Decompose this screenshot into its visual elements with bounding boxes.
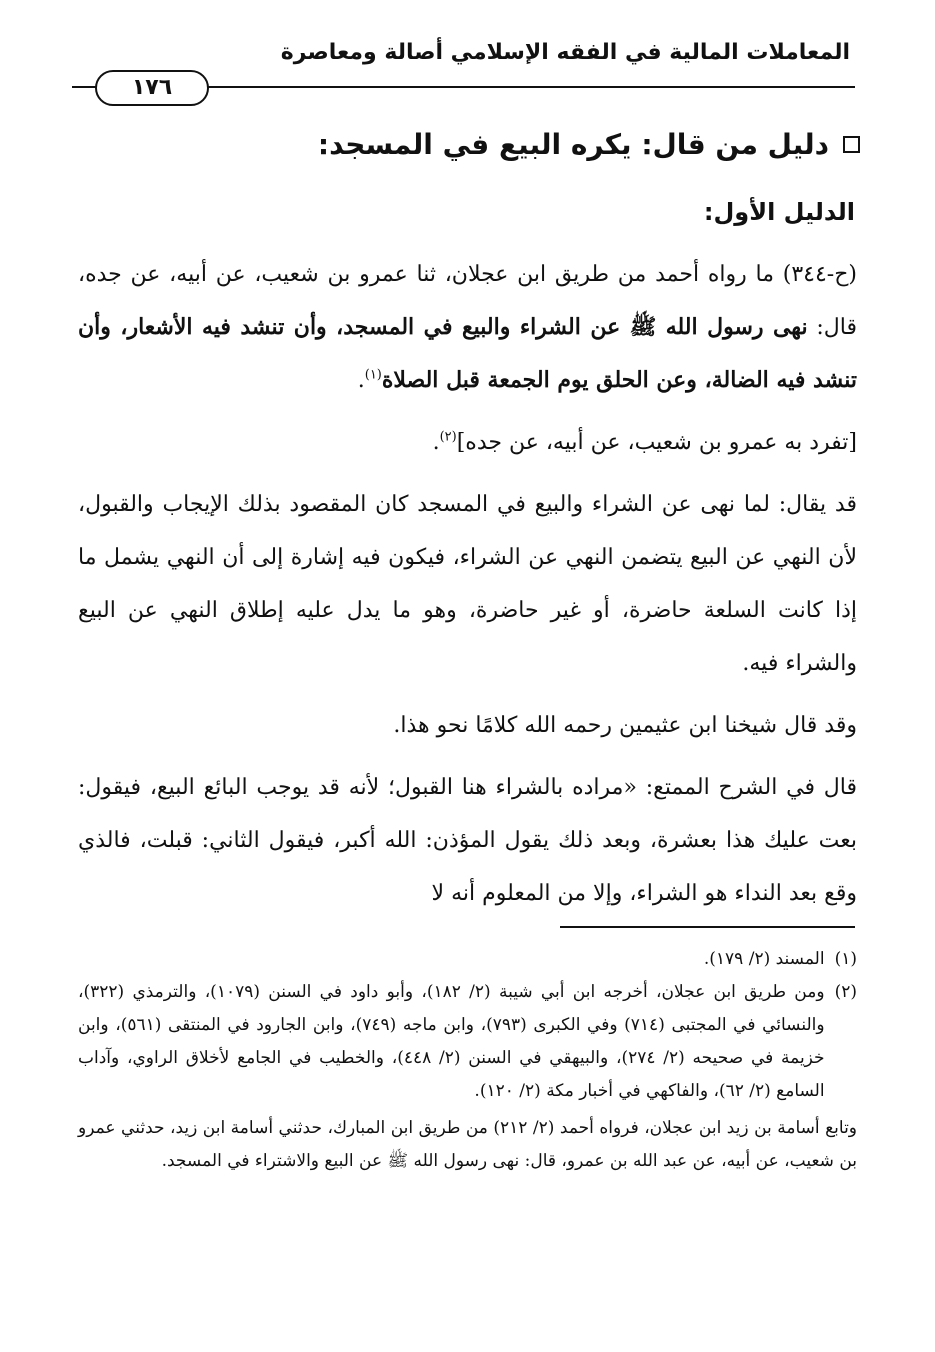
isnad-note-text: [تفرد به عمرو بن شعيب، عن أبيه، عن جده]: [456, 430, 857, 455]
footnote-2: [78, 976, 857, 1108]
footnote-ref-1[interactable]: (١): [364, 367, 382, 383]
subheading-first-evidence: الدليل الأول:: [703, 198, 855, 226]
footnote-separator: [560, 926, 855, 928]
paragraph-ibn-uthaymin: وقد قال شيخنا ابن عثيمين رحمه الله كلامًا نحو هذا.: [393, 713, 857, 738]
paragraph-sharh-mumti-quote: قال في الشرح الممتع: «مراده بالشراء هنا القبول؛ لأنه قد يوجب البائع البيع، فيقول: بعت عليك هذا بعشرة، وبعد ذلك يقول المؤذن: الله أكبر، فيقول الثاني: قبلت، فالذي وقع بعد النداء هو الشراء، وإلا من المعلوم أنه لا: [78, 775, 857, 906]
square-bullet-icon: [843, 136, 860, 153]
paragraph-discussion: قد يقال: لما نهى عن الشراء والبيع في المسجد كان المقصود بذلك الإيجاب والقبول، لأن النهي عن البيع يتضمن النهي عن الشراء، فيكون فيه إشارة إلى أن النهي يشمل ما إذا كانت السلعة حاضرة، أو غير حاضرة، وهو ما يدل عليه إطلاق النهي عن البيع والشراء فيه.: [78, 492, 857, 676]
hadith-chain: (ح-٣٤٤) ما رواه أحمد من طريق ابن عجلان، ثنا عمرو بن شعيب، عن أبيه، عن جده، قال:: [78, 262, 857, 340]
footnote-1-text: المسند (٢/ ١٧٩).: [703, 949, 825, 969]
footnote-2-text: ومن طريق ابن عجلان، أخرجه ابن أبي شيبة (٢/ ١٨٢)، وأبو داود في السنن (١٠٧٩)، والترمذي (٣٢٢)، والنسائي في المجتبى (٧١٤) وفي الكبرى (٧٩٣)، وابن ماجه (٧٤٩)، وابن الجارود في المنتقى (٥٦١)، وابن خزيمة في صحيحه (٢/ ٢٧٤)، والبيهقي في السنن (٢/ ٤٤٨)، والخطيب في الجامع لأخلاق الراوي، وآداب السامع (٢/ ٦٢)، والفاكهي في أخبار مكة (٢/ ١٢٠).: [78, 982, 825, 1101]
paragraph-isnad-note: [78, 416, 857, 469]
paragraph-hadith: [78, 248, 857, 407]
section-heading: [318, 128, 860, 161]
hadith-end-mark: .: [357, 368, 365, 393]
body-text: [78, 248, 857, 920]
footnote-1-number: (١): [834, 949, 857, 969]
footnote-2-number: (٢): [834, 982, 857, 1002]
section-heading-text: دليل من قال: يكره البيع في المسجد:: [317, 128, 829, 161]
footnote-1: [78, 943, 857, 976]
footnotes: [78, 943, 857, 1178]
hadith-matn: نهى رسول الله ﷺ عن الشراء والبيع في المسجد، وأن تنشد فيه الأشعار، وأن تنشد فيه الضالة، وعن الحلق يوم الجمعة قبل الصلاة: [78, 314, 857, 393]
running-header-title: المعاملات المالية في الفقه الإسلامي أصالة ومعاصرة: [280, 40, 850, 65]
isnad-note-end: .: [432, 430, 440, 455]
footnote-ref-2[interactable]: (٢): [439, 429, 457, 445]
page-number-badge: ١٧٦: [95, 70, 209, 106]
footnote-2-continuation: وتابع أسامة بن زيد ابن عجلان، فرواه أحمد (٢/ ٢١٢) من طريق ابن المبارك، حدثني أسامة ابن زيد، حدثني عمرو بن شعيب، عن أبيه، عن عبد الله بن عمرو، قال: نهى رسول الله ﷺ عن البيع والاشتراء في المسجد.: [78, 1118, 858, 1171]
